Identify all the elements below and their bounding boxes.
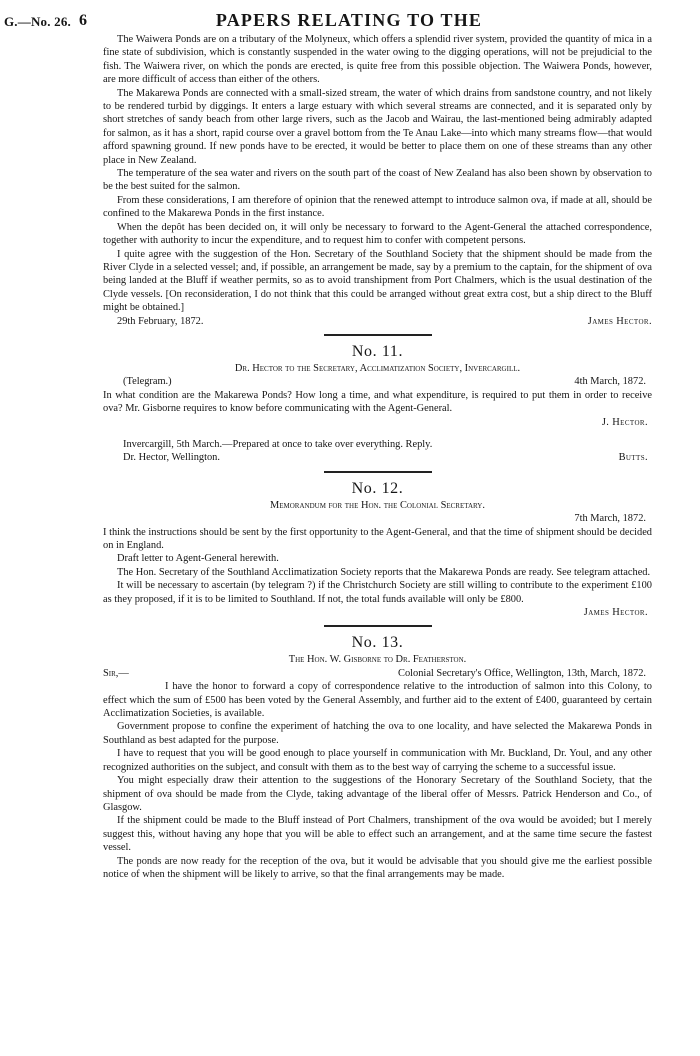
paragraph: I quite agree with the suggestion of the Hon. Secretary of the Southland Society that the shipment should be made from the River Clyde in a selected vessel; and, if possible, an arrangement be made, say by a premium to the captain, for the shipment of ova being landed at the Bluff if weather permits, so as to avoid transhipment from Port Chalmers, which is the usual destination of the Clyde vessels. [On reconsideration, I do not think that this could be arranged without great extra cost, but a ship direct to the Bluff might be obtained.]: [103, 248, 652, 314]
document-kind: (Telegram.): [123, 376, 172, 388]
paragraph: Draft letter to Agent-General herewith.: [117, 553, 279, 565]
letter-date: 29th February, 1872.: [117, 315, 204, 327]
paragraph: The ponds are now ready for the reception of the ova, but it would be advisable that you should give me the earliest possible notice of when the shipment will be likely to arrive, so that the final arrangements may be made.: [103, 855, 652, 880]
letter-date: 4th March, 1872.: [574, 376, 646, 388]
paragraph: The temperature of the sea water and rivers on the south part of the coast of New Zealand has also been shown by observation to be the best suited for the salmon.: [103, 168, 652, 193]
signature: J. Hector.: [601, 416, 648, 428]
section-divider: [324, 625, 432, 627]
paragraph: The Hon. Secretary of the Southland Acclimatization Society reports that the Makarewa Ponds are ready. See telegram attached.: [117, 566, 651, 578]
paragraph: I have the honor to forward a copy of correspondence relative to the introduction of salmon into this Colony, to effect which the sum of £500 has been voted by the General Assembly, and further aid to the extent of £400, guaranteed by certain Acclimatization Societies, is available.: [103, 681, 652, 720]
running-title: PAPERS RELATING TO THE: [215, 10, 483, 30]
paragraph: If the shipment could be made to the Bluff instead of Port Chalmers, transhipment of the ova would be avoided; but I merely suggest this, without having any hope that you will be able to effect such an arrangement, and at the same time secure the fastest vessel.: [103, 815, 652, 854]
office-and-date: Colonial Secretary's Office, Wellington, 13th, March, 1872.: [398, 667, 646, 679]
reply-line: Invercargill, 5th March.—Prepared at once to take over everything. Reply.: [123, 438, 433, 450]
signature: Butts.: [618, 452, 648, 464]
paragraph: I think the instructions should be sent by the first opportunity to the Agent-General, and that the time of shipment should be decided on in England.: [103, 526, 652, 551]
paragraph: The Waiwera Ponds are on a tributary of the Molyneux, which offers a splendid river system, provided the quantity of mica in a fine state of subdivision, which is constantly suspended in the water owing to the digging operations, will not be prejudicial to the fish. The Waiwera river, on which the ponds are erected, is quite free from this possible objection. The Waiwera Ponds, however, are more difficult of access than either of the others.: [103, 34, 652, 86]
section-divider: [324, 334, 432, 336]
telegram-meta: [103, 375, 652, 388]
reply-addressee: Dr. Hector, Wellington.: [123, 452, 220, 464]
paragraph: I have to request that you will be good enough to place yourself in communication with Mr. Buckland, Dr. Youl, and any other recognized authorities on the subject, and consult with them as to the best way of carrying the scheme to a successful issue.: [103, 748, 652, 773]
section-number: No. 11.: [351, 342, 404, 360]
paragraph: When the depôt has been decided on, it will only be necessary to forward to the Agent-General the attached correspondence, together with authority to incur the expenditure, and to request him to confer with competent persons.: [103, 221, 652, 247]
paragraph: The Makarewa Ponds are connected with a small-sized stream, the water of which drains from sandstone country, and not likely to be rendered turbid by diggings. It enters a large estuary with which several streams are connected, and it is separated only by short stretches of sandy beach from other large rivers, such as the Jacob and Wairau, the last-mentioned being admirably adapted for salmon, as it has a short, rapid course over a gravel bottom from the Te Anau Lake—into which many streams flow—that would afford spawning ground. If new ponds have to be erected, it would be better to place them on one of these streams than any other place in New Zealand.: [103, 87, 652, 166]
page-number: 6: [79, 12, 87, 29]
document-reference: G.—No. 26.: [4, 14, 71, 29]
salutation: Sir,—: [103, 667, 129, 679]
paragraph: You might especially draw their attention to the suggestions of the Honorary Secretary of the Southland Society, that the shipment of ova should be made from the Clyde, taking advantage of the liberal offer of Messrs. Patrick Henderson and Co., of Glasgow.: [103, 775, 652, 813]
section-heading: Dr. Hector to the Secretary, Acclimatization Society, Invercargill.: [234, 362, 521, 374]
paragraph: It will be necessary to ascertain (by telegram ?) if the Christchurch Society are still willing to contribute to the experiment £100 as they proposed, if it is to be limited to Southland. If not, the total funds available will only be £800.: [103, 580, 652, 605]
closing-line: [103, 315, 652, 328]
section-number: No. 12.: [351, 479, 404, 497]
letter-date: 7th March, 1872.: [574, 513, 646, 525]
telegram-body: In what condition are the Makarewa Ponds? How long a time, and what expenditure, is required to put them in order to receive ova? Mr. Gisborne requires to know before communicating with the Agent-General.: [103, 389, 652, 415]
signature: James Hector.: [587, 315, 652, 327]
section-number: No. 13.: [351, 634, 404, 652]
paragraph: From these considerations, I am therefore of opinion that the renewed attempt to introduce salmon ova, if made at all, should be confined to the Makarewa Ponds in the first instance.: [103, 194, 652, 220]
running-header: [4, 8, 694, 32]
reply-address: [103, 451, 652, 464]
section-heading: The Hon. W. Gisborne to Dr. Featherston.: [288, 654, 467, 666]
document-body: [103, 33, 652, 881]
paragraph: Government propose to confine the experiment of hatching the ova to one locality, and have selected the Makarewa Ponds in Southland as best adapted for the purpose.: [103, 721, 652, 746]
signature: James Hector.: [583, 607, 648, 619]
section-divider: [324, 471, 432, 473]
section-heading: Memorandum for the Hon. the Colonial Secretary.: [270, 499, 485, 511]
letter-salutation-line: [103, 667, 652, 680]
